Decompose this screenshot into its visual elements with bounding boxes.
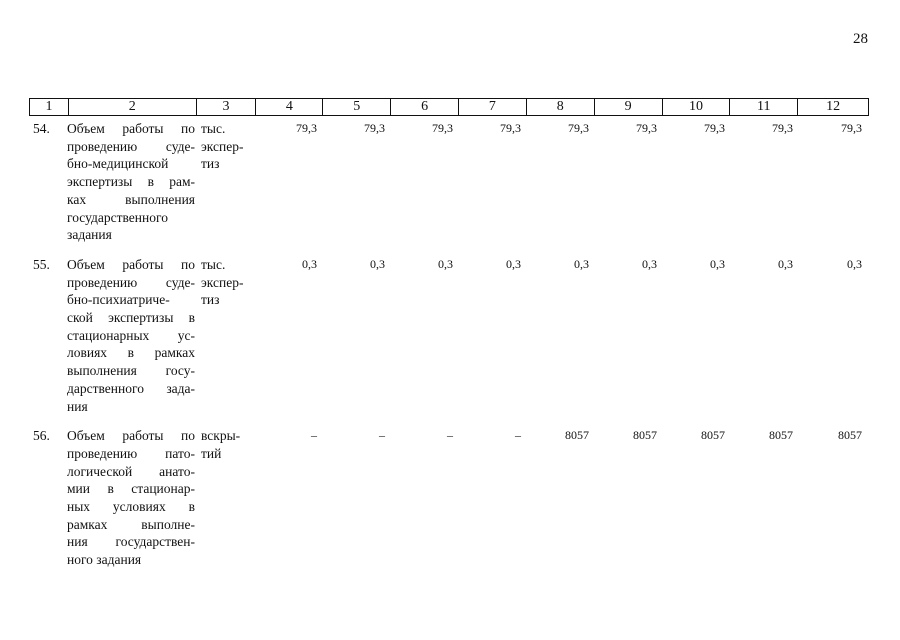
indicator-name-line: задания [67, 227, 112, 243]
table-row [29, 120, 869, 244]
value-cell-col-8: 8057 [565, 428, 589, 443]
indicator-name-line: дарственного зада- [67, 380, 195, 396]
indicator-name-line: проведению суде- [67, 274, 195, 290]
unit-line: экспер- [201, 138, 244, 154]
unit-line: тыс. [201, 121, 226, 136]
value-cell-col-9: 8057 [633, 428, 657, 443]
header-cell-2: 2 [69, 99, 197, 115]
indicator-name-line: ловиях в рамках [67, 345, 195, 361]
value-cell-col-6: 79,3 [432, 121, 453, 135]
row-number: 54. [33, 121, 50, 136]
table-header-row [29, 98, 869, 116]
indicator-name-line: бно-психиатриче- [67, 292, 170, 308]
value-cell-col-10: 8057 [701, 428, 725, 443]
indicator-name-line: ния [67, 398, 88, 414]
header-cell-11: 11 [730, 99, 798, 115]
page-number: 28 [853, 31, 868, 47]
value-cell-col-8: 79,3 [568, 121, 589, 135]
unit-of-measure [195, 120, 254, 244]
indicator-name-line: мии в стационар- [67, 481, 195, 497]
indicator-name-line: рамках выполне- [67, 516, 195, 532]
indicator-name [67, 427, 195, 569]
indicator-name-line: бно-медицинской [67, 156, 169, 172]
indicator-name-line: проведению пато- [67, 445, 195, 461]
value-cell-col-12: 79,3 [841, 121, 862, 135]
value-cell-col-5: 79,3 [364, 121, 385, 135]
indicator-name-line: стационарных ус- [67, 327, 195, 343]
header-cell-5: 5 [323, 99, 391, 115]
header-cell-10: 10 [663, 99, 731, 115]
unit-line: тий [201, 445, 222, 461]
table-row [29, 427, 869, 569]
indicator-name-line: ных условиях в [67, 499, 195, 515]
unit-of-measure [195, 256, 254, 415]
value-cell-col-5: 0,3 [370, 256, 385, 271]
row-number: 56. [33, 428, 50, 444]
value-cell-col-7: – [515, 428, 521, 443]
value-cell-col-11: 79,3 [772, 121, 793, 135]
value-cell-col-6: 0,3 [438, 256, 453, 271]
value-cell-col-12: 8057 [838, 428, 862, 443]
header-cell-8: 8 [527, 99, 595, 115]
header-cell-9: 9 [595, 99, 663, 115]
indicator-name [67, 256, 195, 415]
header-cell-7: 7 [459, 99, 527, 115]
value-cell-col-7: 0,3 [506, 256, 521, 271]
unit-line: тиз [201, 156, 220, 172]
header-cell-6: 6 [391, 99, 459, 115]
indicator-name-line: логической анато- [67, 463, 195, 479]
indicator-name [67, 120, 195, 244]
value-cell-col-11: 0,3 [778, 256, 793, 271]
table-body [29, 120, 869, 569]
indicator-name-line: экспертизы в рам- [67, 174, 195, 190]
unit-line: тыс. [201, 256, 226, 272]
indicator-name-line: выполнения госу- [67, 363, 195, 379]
indicator-name-line: ской экспертизы в [67, 310, 195, 326]
header-cell-1: 1 [30, 99, 69, 115]
indicator-name-line: Объем работы по [67, 121, 195, 136]
value-cell-col-9: 0,3 [642, 256, 657, 271]
value-cell-col-4: 0,3 [302, 256, 317, 271]
value-cell-col-8: 0,3 [574, 256, 589, 271]
unit-line: тиз [201, 292, 220, 308]
indicator-name-line: ного задания [67, 552, 142, 568]
unit-line: экспер- [201, 274, 244, 290]
header-cell-3: 3 [197, 99, 257, 115]
row-number: 55. [33, 256, 50, 272]
value-cell-col-7: 79,3 [500, 121, 521, 135]
header-cell-12: 12 [826, 99, 841, 114]
indicator-name-line: ках выполнения [67, 191, 195, 207]
header-cell-4: 4 [256, 99, 323, 115]
table-row [29, 256, 869, 415]
value-cell-col-4: 79,3 [296, 121, 317, 135]
value-cell-col-5: – [379, 428, 385, 443]
indicator-name-line: ния государствен- [67, 534, 195, 550]
value-cell-col-4: – [311, 428, 317, 443]
indicator-name-line: Объем работы по [67, 256, 195, 272]
indicator-name-line: проведению суде- [67, 138, 195, 154]
indicator-name-line: Объем работы по [67, 428, 195, 444]
value-cell-col-6: – [447, 428, 453, 443]
value-cell-col-11: 8057 [769, 428, 793, 443]
unit-of-measure [195, 427, 254, 569]
value-cell-col-10: 0,3 [710, 256, 725, 271]
value-cell-col-9: 79,3 [636, 121, 657, 135]
value-cell-col-10: 79,3 [704, 121, 725, 135]
value-cell-col-12: 0,3 [847, 256, 862, 271]
unit-line: вскры- [201, 428, 241, 444]
indicator-name-line: государственного [67, 209, 168, 225]
